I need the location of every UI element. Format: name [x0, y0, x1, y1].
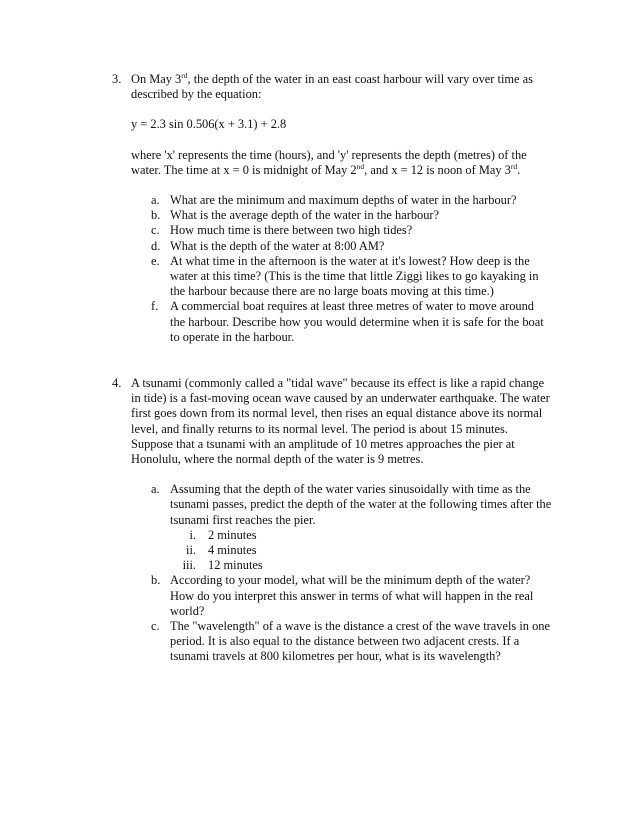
subpart — [170, 528, 552, 543]
part-label: a. — [151, 482, 160, 497]
subpart-list — [170, 528, 552, 574]
part-text: The "wavelength" of a wave is the distance a crest of the wave travels in one period. It is also equal to the distance between two adjacent crests. If a tsunami travels at 800 kilometres per hour, what is its wavelength? — [170, 619, 550, 664]
question-3 — [112, 72, 552, 345]
equation: y = 2.3 sin 0.506(x + 3.1) + 2.8 — [131, 117, 287, 132]
subpart — [170, 543, 552, 558]
part-label: d. — [151, 238, 161, 253]
question-intro: A tsunami (commonly called a "tidal wave" because its effect is like a rapid change in tide) is a fast-moving ocean wave caused by an underwater earthquake. The water first goes down from its normal level, then rises an equal distance above its normal level, and finally returns to its normal level. The period is about 15 minutes. Suppose that a tsunami with an amplitude of 10 metres approaches the pier at Honolulu, where the normal depth of the water is 9 metres. — [131, 376, 550, 467]
subpart-label: iii. — [182, 558, 196, 573]
question-part — [151, 208, 552, 223]
part-label: e. — [151, 253, 160, 268]
part-text: What are the minimum and maximum depths of water in the harbour? — [170, 193, 517, 208]
question-parts — [151, 193, 552, 345]
question-number: 4. — [112, 376, 122, 390]
variable-definition: where 'x' represents the time (hours), and 'y' represents the depth (metres) of the water. The time at x = 0 is midnight of May 2nd, and x = 12 is noon of May 3rd. — [131, 147, 527, 177]
subpart-text: 2 minutes — [208, 527, 257, 542]
subpart-text: 12 minutes — [208, 558, 263, 573]
part-label: b. — [151, 208, 161, 223]
question-parts — [151, 482, 552, 664]
question-body — [131, 72, 552, 345]
subpart — [170, 558, 552, 573]
part-label: a. — [151, 193, 160, 208]
part-label: c. — [151, 223, 160, 238]
part-text: At what time in the afternoon is the water at it's lowest? How deep is the water at this time? (This is the time that little Ziggi likes to go kayaking in the harbour because there are no large boats moving at this time.) — [170, 253, 539, 299]
question-part — [151, 619, 552, 665]
question-intro: On May 3rd, the depth of the water in an east coast harbour will vary over time as described by the equation: — [131, 71, 533, 102]
subpart-label: ii. — [186, 543, 196, 558]
question-body — [131, 376, 552, 665]
question-number: 3. — [112, 72, 122, 86]
question-part — [151, 573, 552, 619]
part-text: A commercial boat requires at least three metres of water to move around the harbour. Describe how you would determine when it is safe for the boat to operate in the harbour. — [170, 299, 544, 344]
question-part — [151, 193, 552, 208]
question-part — [151, 482, 552, 573]
part-text: Assuming that the depth of the water varies sinusoidally with time as the tsunami passes, predict the depth of the water at the following times after the tsunami first reaches the pier. — [170, 482, 552, 527]
part-text: What is the depth of the water at 8:00 AM? — [170, 238, 385, 253]
part-label: b. — [151, 573, 161, 588]
part-label: c. — [151, 619, 160, 634]
question-part — [151, 254, 552, 300]
subpart-text: 4 minutes — [208, 543, 257, 558]
part-text: How much time is there between two high tides? — [170, 223, 413, 238]
question-4 — [112, 376, 552, 665]
question-part — [151, 299, 552, 345]
question-part — [151, 239, 552, 254]
part-label: f. — [151, 299, 159, 314]
subpart-label: i. — [189, 527, 196, 542]
part-text: According to your model, what will be the minimum depth of the water? How do you interpret this answer in terms of what will happen in the real world? — [170, 573, 534, 618]
part-text: What is the average depth of the water in the harbour? — [170, 208, 440, 223]
question-part — [151, 223, 552, 238]
